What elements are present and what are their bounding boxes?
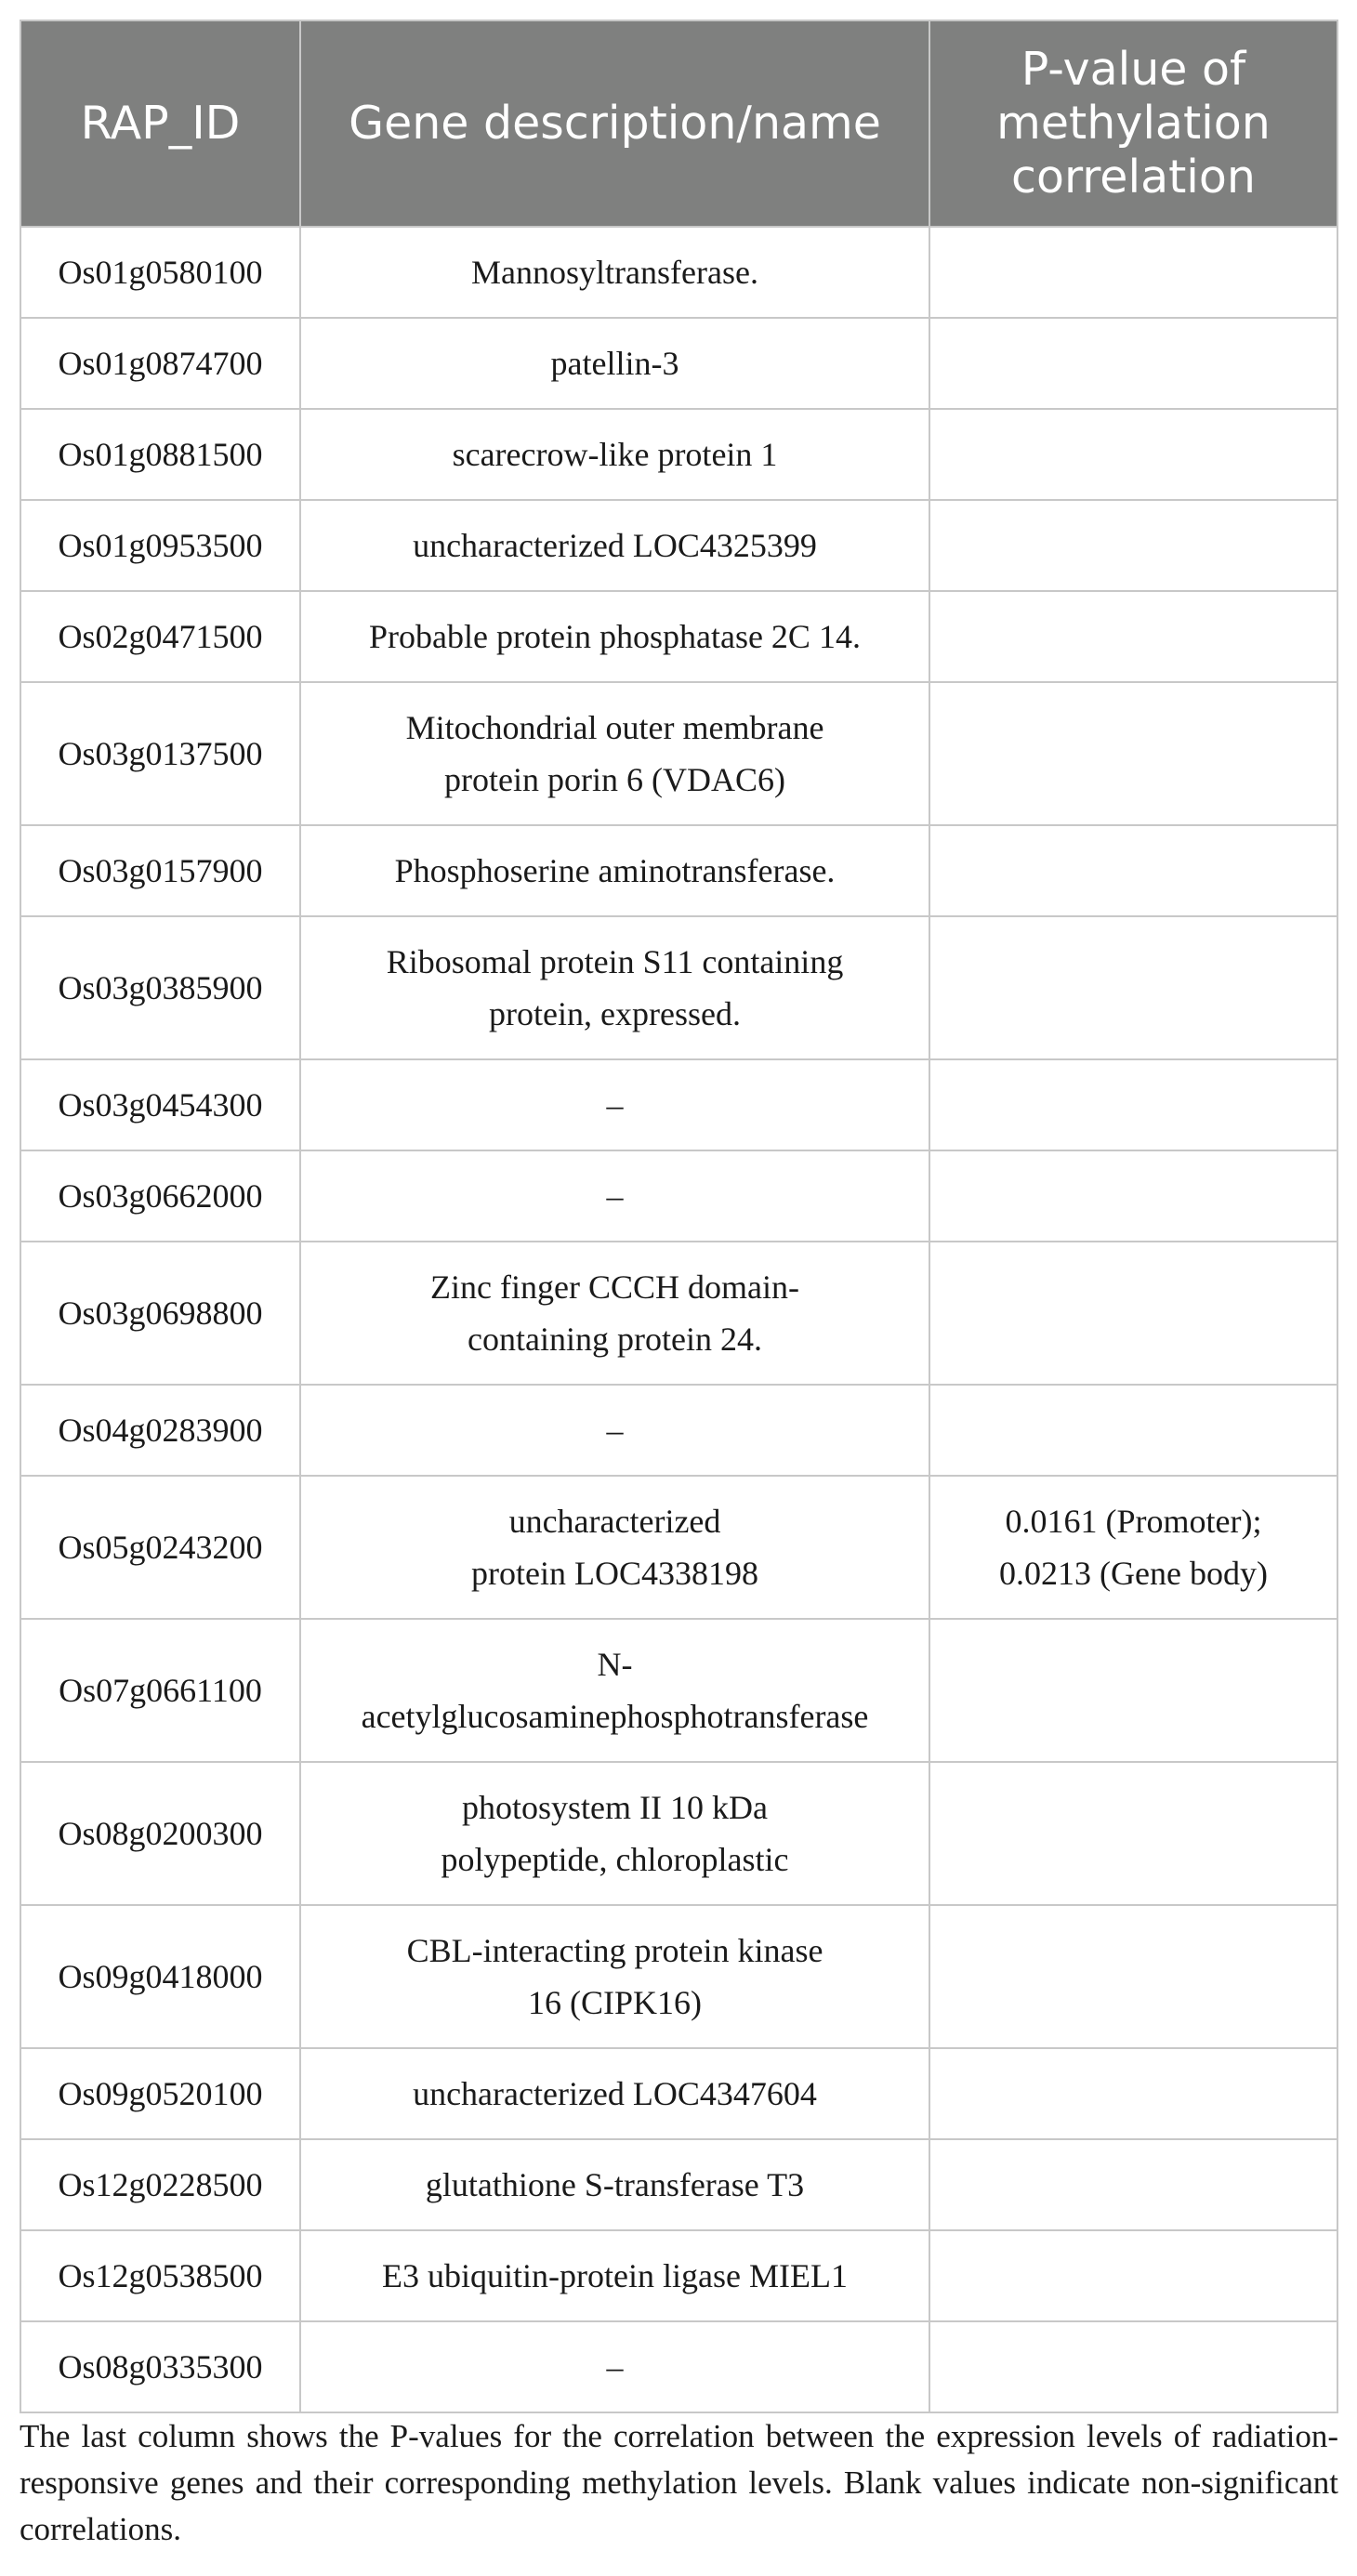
gene-description-cell: E3 ubiquitin-protein ligase MIEL1 (300, 2230, 929, 2321)
pvalue-cell (929, 318, 1337, 409)
pvalue-cell (929, 2139, 1337, 2230)
gene-description-cell: uncharacterized LOC4347604 (300, 2048, 929, 2139)
table-row (20, 318, 1337, 409)
gene-description-cell: Ribosomal protein S11 containing protein, expressed. (300, 916, 929, 1059)
pvalue-cell (929, 2230, 1337, 2321)
gene-description-cell: – (300, 1150, 929, 1242)
rap-id-cell: Os04g0283900 (20, 1385, 300, 1476)
rap-id-cell: Os03g0454300 (20, 1059, 300, 1150)
gene-description-cell: Probable protein phosphatase 2C 14. (300, 591, 929, 682)
table-row (20, 1242, 1337, 1385)
pvalue-cell (929, 409, 1337, 500)
table-row (20, 1619, 1337, 1762)
pvalue-cell (929, 1385, 1337, 1476)
gene-description-cell: uncharacterized protein LOC4338198 (300, 1476, 929, 1619)
gene-description-cell: uncharacterized LOC4325399 (300, 500, 929, 591)
rap-id-cell: Os08g0335300 (20, 2321, 300, 2412)
table-row (20, 1476, 1337, 1619)
table-footnote: The last column shows the P-values for the correlation between the expression levels of radiation-responsive genes and their corresponding methylation levels. Blank values indicate non-significant correlations. (20, 2418, 1338, 2547)
gene-description-cell: Mitochondrial outer membrane protein porin 6 (VDAC6) (300, 682, 929, 825)
table-row (20, 2139, 1337, 2230)
table-row (20, 916, 1337, 1059)
table-row (20, 825, 1337, 916)
pvalue-cell (929, 2321, 1337, 2412)
pvalue-cell: 0.0161 (Promoter); 0.0213 (Gene body) (929, 1476, 1337, 1619)
gene-description-cell: Zinc finger CCCH domain- containing protein 24. (300, 1242, 929, 1385)
rap-id-cell: Os01g0953500 (20, 500, 300, 591)
rap-id-cell: Os09g0418000 (20, 1905, 300, 2048)
pvalue-cell (929, 1619, 1337, 1762)
table-row (20, 227, 1337, 318)
table-row (20, 2321, 1337, 2412)
pvalue-cell (929, 825, 1337, 916)
table-row (20, 500, 1337, 591)
gene-description-cell: scarecrow-like protein 1 (300, 409, 929, 500)
pvalue-cell (929, 591, 1337, 682)
rap-id-cell: Os12g0538500 (20, 2230, 300, 2321)
rap-id-cell: Os09g0520100 (20, 2048, 300, 2139)
gene-description-cell: Mannosyltransferase. (300, 227, 929, 318)
table-row (20, 1059, 1337, 1150)
pvalue-cell (929, 1059, 1337, 1150)
rap-id-cell: Os12g0228500 (20, 2139, 300, 2230)
rap-id-cell: Os01g0580100 (20, 227, 300, 318)
header-rap-id: RAP_ID (20, 20, 300, 227)
gene-description-cell: glutathione S-transferase T3 (300, 2139, 929, 2230)
table-row (20, 591, 1337, 682)
rap-id-cell: Os03g0662000 (20, 1150, 300, 1242)
pvalue-cell (929, 916, 1337, 1059)
pvalue-cell (929, 1905, 1337, 2048)
table-row (20, 2230, 1337, 2321)
table-row (20, 682, 1337, 825)
pvalue-cell (929, 1150, 1337, 1242)
pvalue-cell (929, 682, 1337, 825)
rap-id-cell: Os05g0243200 (20, 1476, 300, 1619)
rap-id-cell: Os03g0698800 (20, 1242, 300, 1385)
table-row (20, 1905, 1337, 2048)
gene-description-cell: Phosphoserine aminotransferase. (300, 825, 929, 916)
rap-id-cell: Os03g0137500 (20, 682, 300, 825)
table-row (20, 1385, 1337, 1476)
header-pvalue: P-value of methylation correlation (929, 20, 1337, 227)
pvalue-cell (929, 1242, 1337, 1385)
pvalue-cell (929, 227, 1337, 318)
table-body (20, 227, 1337, 2412)
gene-description-cell: patellin-3 (300, 318, 929, 409)
table-header (20, 20, 1337, 227)
header-gene-description: Gene description/name (300, 20, 929, 227)
gene-description-cell: – (300, 1385, 929, 1476)
gene-description-cell: CBL-interacting protein kinase 16 (CIPK16) (300, 1905, 929, 2048)
rap-id-cell: Os03g0157900 (20, 825, 300, 916)
header-row (20, 20, 1337, 227)
gene-description-cell: – (300, 1059, 929, 1150)
gene-table-container (20, 20, 1337, 2413)
gene-description-cell: – (300, 2321, 929, 2412)
table-row (20, 1762, 1337, 1905)
pvalue-cell (929, 2048, 1337, 2139)
rap-id-cell: Os03g0385900 (20, 916, 300, 1059)
rap-id-cell: Os01g0881500 (20, 409, 300, 500)
rap-id-cell: Os07g0661100 (20, 1619, 300, 1762)
pvalue-cell (929, 500, 1337, 591)
rap-id-cell: Os02g0471500 (20, 591, 300, 682)
table-row (20, 1150, 1337, 1242)
table-row (20, 409, 1337, 500)
gene-table (20, 20, 1338, 2413)
gene-description-cell: N- acetylglucosaminephosphotransferase (300, 1619, 929, 1762)
table-row (20, 2048, 1337, 2139)
gene-description-cell: photosystem II 10 kDa polypeptide, chloroplastic (300, 1762, 929, 1905)
rap-id-cell: Os08g0200300 (20, 1762, 300, 1905)
rap-id-cell: Os01g0874700 (20, 318, 300, 409)
pvalue-cell (929, 1762, 1337, 1905)
